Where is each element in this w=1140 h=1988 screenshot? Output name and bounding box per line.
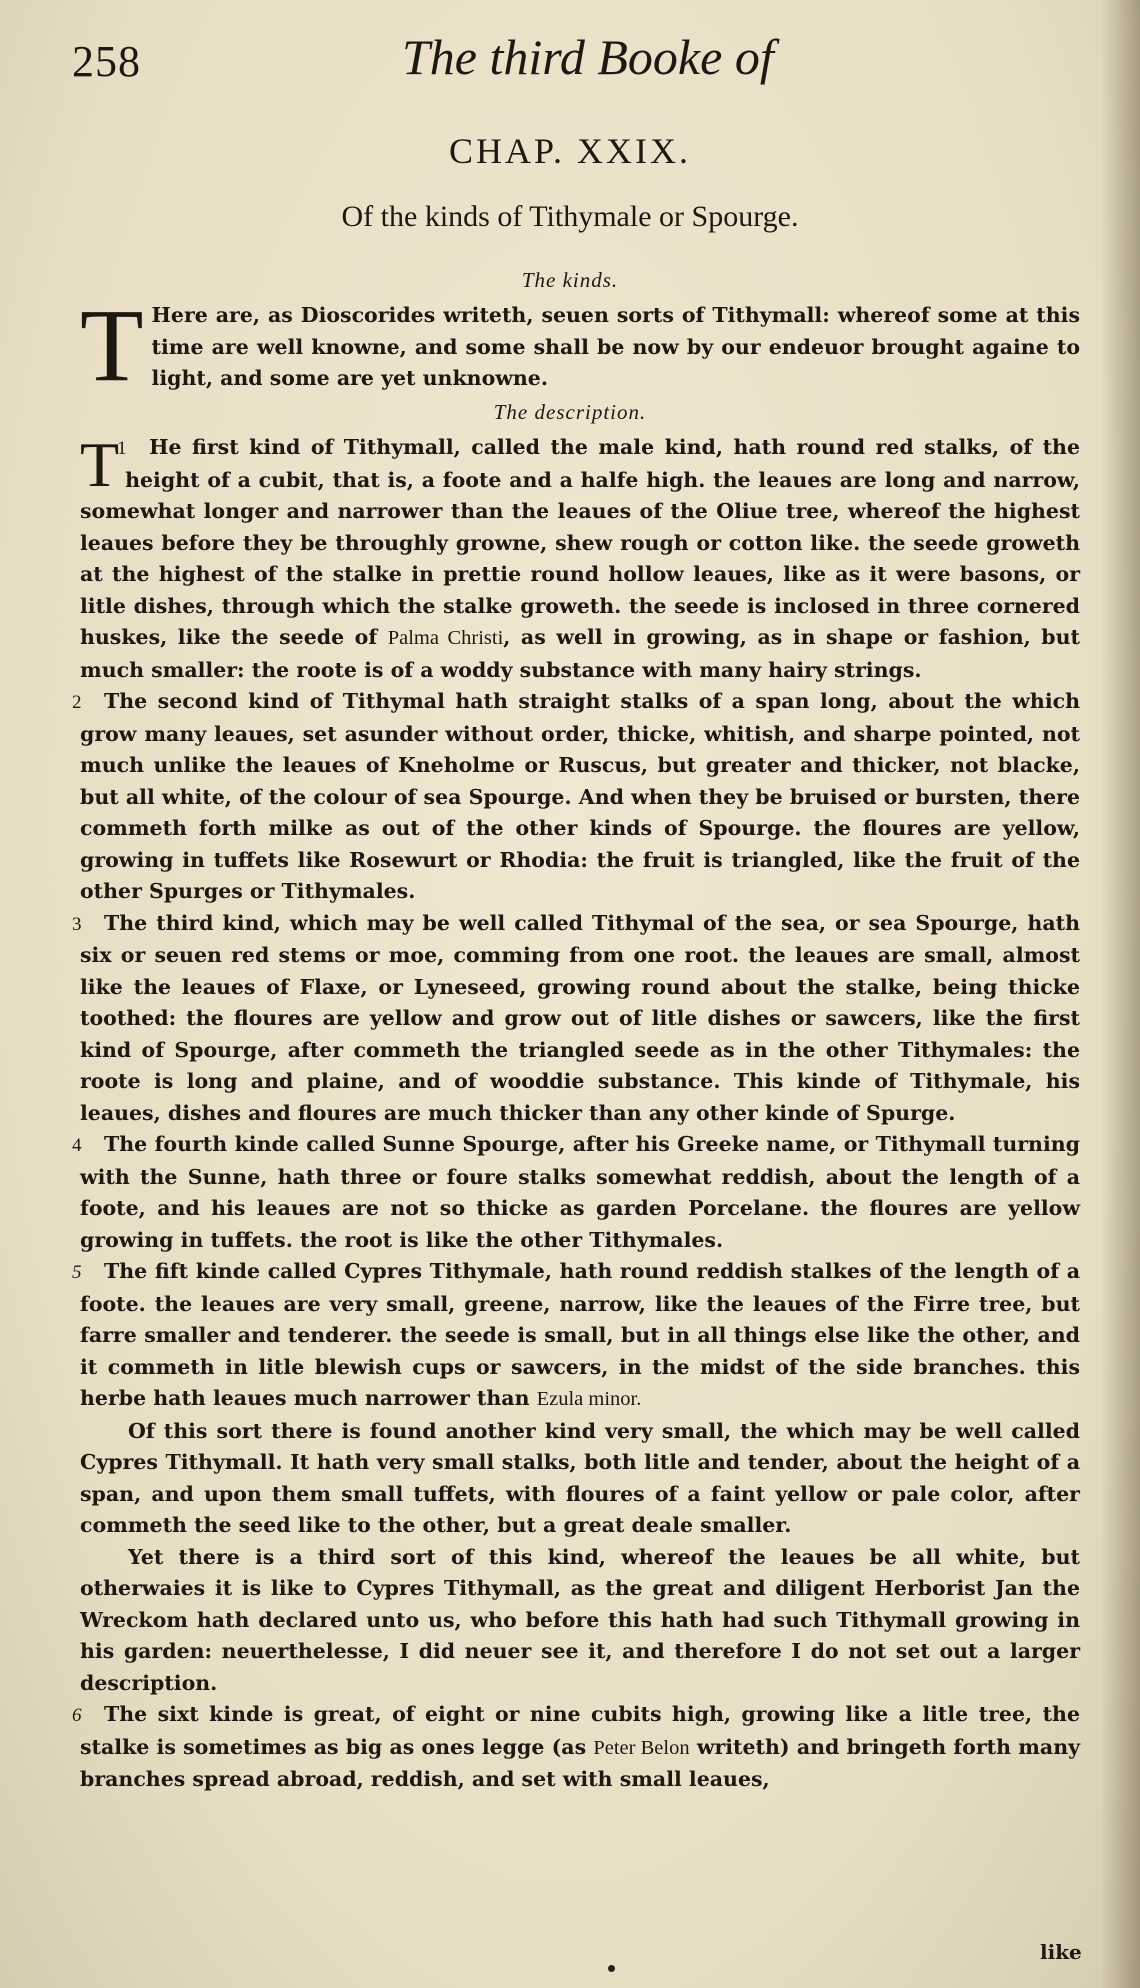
paragraph-number: 3	[72, 913, 82, 935]
paragraph-text: Of this sort there is found another kind very small, the which may be well called Cypres Tithymall. It hath very small stalks, both litle and tender, about the height of a span, and upon them small tuffets, with floures of a faint yellow or pale color, after commeth the seed like to the other, but a great deale smaller.	[80, 1418, 1080, 1537]
chapter-title: Of the kinds of Tithymale or Spourge.	[341, 200, 799, 233]
printer-mark	[608, 1965, 615, 1972]
description-paragraph-2	[72, 686, 1080, 908]
paragraph-text: Yet there is a third sort of this kind, whereof the leaues be all white, but otherwaies it is like to Cypres Tithymall, as the great and diligent Herborist Jan the Wreckom hath declared unto us, who before this hath had such Tithymall growing in his garden: neuerthelesse, I did neuer see it, and therefore I do not set out a larger description.	[80, 1544, 1080, 1695]
paragraph-text: writeth) and bringeth forth many branches spread abroad, reddish, and set with small leaues,	[80, 1734, 1081, 1791]
catchword: like	[1040, 1940, 1082, 1964]
paragraph-number: 4	[72, 1135, 82, 1156]
chapter-heading: CHAP. XXIX.	[448, 131, 692, 171]
paragraph-text: The third kind, which may be well called Tithymal of the sea, or sea Spourge, hath six or seuen red stems or moe, comming from one root. the leaues are small, almost like the leaues of Flaxe, or Lyneseed, growing round about the stalke, being thicke toothed: the floures are yellow and grow out of litle dishes or sawcers, like the first kind of Spourge, after commeth the triangled seede as in the other Tithymales: the roote is long and plaine, and of wooddie substance. This kinde of Tithymale, his leaues, dishes and floures are much thicker than any other kinde of Spurge.	[80, 910, 1080, 1125]
person-name: Peter Belon	[593, 1736, 690, 1759]
running-head	[72, 28, 1080, 98]
paragraph-number: 6	[72, 1705, 82, 1726]
kinds-paragraph	[80, 288, 1080, 403]
paragraph-text: The sixt kinde is great, of eight or nine cubits high, growing like a litle tree, the stalke is sometimes as big as ones legge (as	[80, 1702, 1080, 1759]
paragraph-number: 5	[72, 1262, 82, 1283]
section-label-description: The description.	[493, 400, 647, 424]
book-title: The third Booke of	[402, 29, 774, 85]
paragraph-text: The fourth kinde called Sunne Spourge, after his Greeke name, or Tithymall turning with the Sunne, hath three or foure stalks somewhat reddish, about the length of a foote, and his leaues are not so thicke as garden Porcelane. the floures are yellow growing in tuffets. the root is like the other Tithymales.	[80, 1132, 1080, 1252]
paragraph-text: The second kind of Tithymal hath straight stalks of a span long, about the which grow many leaues, set asunder without order, thicke, whitish, and sharpe pointed, not much unlike the leaues of Kneholme or Ruscus, but greater and thicker, not blacke, but all white, of the colour of sea Spourge. And when they be bruised or bursten, there commeth forth milke as out of the other kinds of Spourge. the floures are yellow, growing in tuffets like Rosewurt or Rhodia: the fruit is triangled, like the fruit of the other Spurges or Tithymales.	[80, 689, 1080, 903]
description-paragraph-5c	[80, 1542, 1080, 1700]
paragraph-text: He first kind of Tithymall, called the male kind, hath round red stalks, of the height of a cubit, that is, a foote and a halfe high. the leaues are long and narrow, somewhat longer and narrower than the leaues of the Oliue tree, whereof the highest leaues before they be throughly growne, shew rough or cotton like. the seede groweth at the highest of the stalke in prettie round hollow leaues, like as it were basons, or litle dishes, through which the stalke groweth. the seede is inclosed in three cornered huskes, like the seede of	[80, 435, 1080, 649]
latin-name: Palma Christi	[387, 627, 504, 649]
paragraph-number: 2	[72, 692, 82, 713]
description-paragraph-4	[72, 1129, 1080, 1256]
paragraph-number: 1	[117, 438, 127, 459]
description-paragraph-5b	[80, 1416, 1080, 1542]
description-paragraph-5	[72, 1256, 1080, 1416]
drop-cap: T	[80, 429, 120, 500]
paragraph-text: The fift kinde called Cypres Tithymale, hath round reddish stalkes of the length of a foote. the leaues are very small, greene, narrow, like the leaues of the Firre tree, but farre smaller and tenderer. the seede is small, but in all things else like the other, and it commeth in litle blewish cups or sawcers, in the midst of the side branches. this herbe hath leaues much narrower than	[80, 1259, 1080, 1410]
section-label-kinds: The kinds.	[521, 268, 619, 292]
description-paragraph-3	[72, 908, 1080, 1130]
paragraph-text: , as well in growing, as in shape or fashion, but much smaller: the roote is of a woddy substance with many hairy strings.	[80, 625, 1080, 682]
latin-name: Ezula minor.	[536, 1388, 642, 1410]
kinds-text: Here are, as Dioscorides writeth, seuen sorts of Tithymall: whereof some at this time are well knowne, and some shall be now by our endeuor brought againe to light, and some are yet unknowne.	[151, 303, 1080, 390]
description-body	[72, 429, 1081, 1796]
description-paragraph-1	[80, 429, 1080, 686]
description-paragraph-6	[72, 1699, 1081, 1796]
drop-cap: T	[80, 288, 144, 403]
page-gutter-shadow	[1100, 0, 1140, 1988]
page-number: 258	[72, 37, 141, 86]
